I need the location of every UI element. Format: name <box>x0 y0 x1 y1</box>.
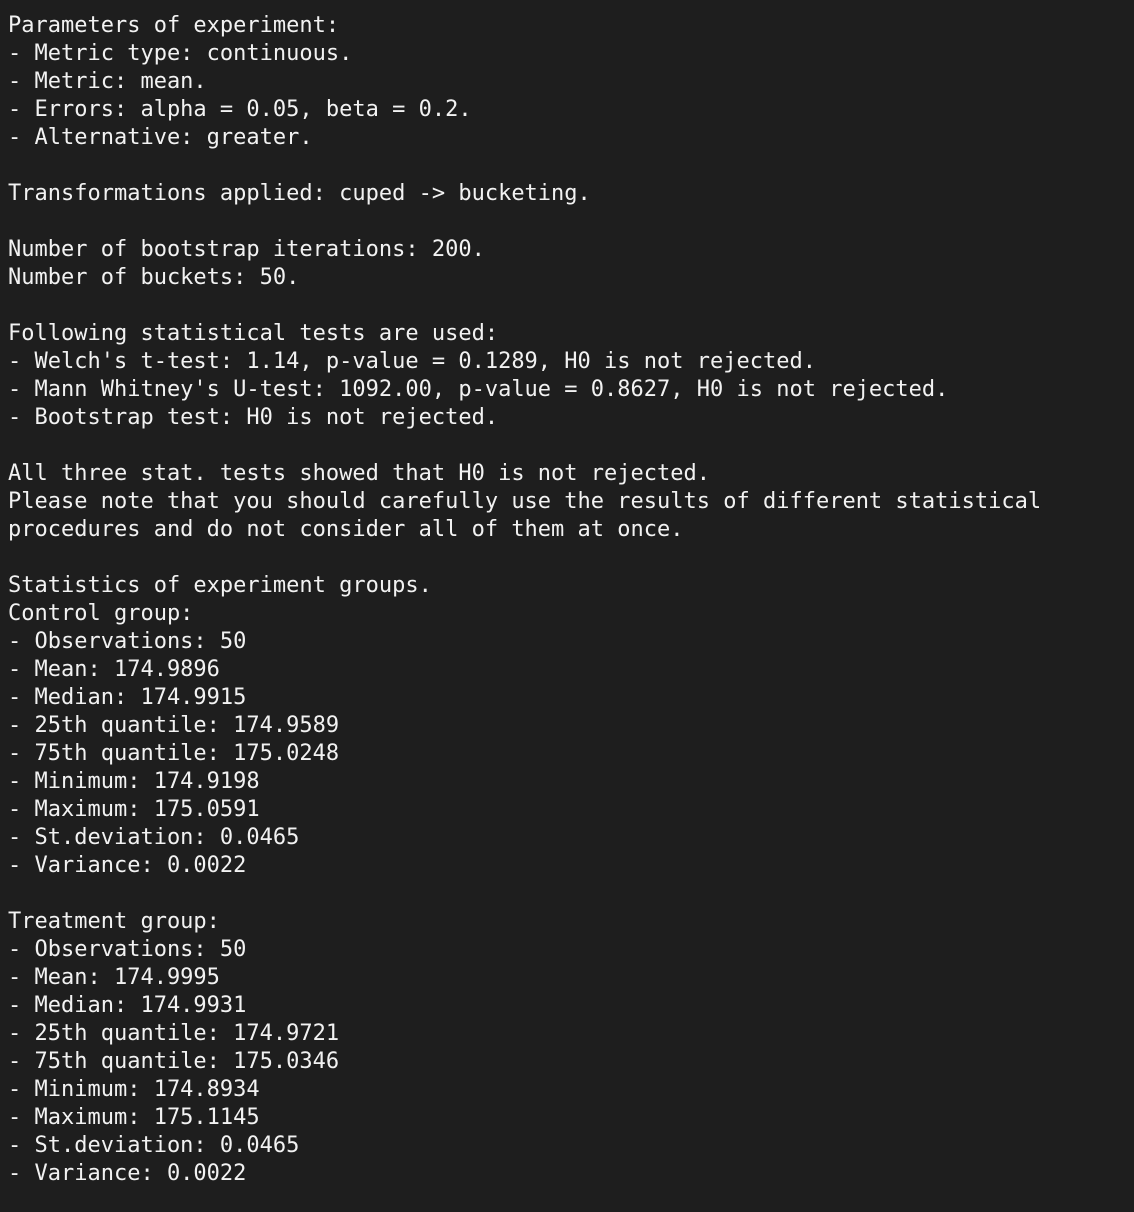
terminal-line: - Minimum: 174.8934 <box>8 1077 260 1102</box>
terminal-line: - Minimum: 174.9198 <box>8 769 260 794</box>
terminal-line: - Mean: 174.9995 <box>8 965 220 990</box>
terminal-line: Number of buckets: 50. <box>8 265 300 290</box>
terminal-line: - St.deviation: 0.0465 <box>8 1133 300 1158</box>
terminal-line: - Variance: 0.0022 <box>8 1161 247 1186</box>
terminal-line <box>8 880 1134 908</box>
terminal-line <box>8 152 1134 180</box>
terminal-line: - 75th quantile: 175.0346 <box>8 1049 340 1074</box>
terminal-line: - Median: 174.9931 <box>8 993 247 1018</box>
terminal-line: All three stat. tests showed that H0 is not rejected. <box>8 461 710 486</box>
terminal-line: - 25th quantile: 174.9589 <box>8 713 340 738</box>
terminal-line: - Welch's t-test: 1.14, p-value = 0.1289, H0 is not rejected. <box>8 349 816 374</box>
terminal-line: Number of bootstrap iterations: 200. <box>8 237 485 262</box>
terminal-line: procedures and do not consider all of them at once. <box>8 517 684 542</box>
terminal-line <box>8 292 1134 320</box>
terminal-line <box>8 208 1134 236</box>
terminal-line <box>8 544 1134 572</box>
terminal-line: - Observations: 50 <box>8 629 247 654</box>
terminal-line: - Bootstrap test: H0 is not rejected. <box>8 405 499 430</box>
terminal-line: - Mann Whitney's U-test: 1092.00, p-value = 0.8627, H0 is not rejected. <box>8 377 949 402</box>
terminal-line: - Alternative: greater. <box>8 125 313 150</box>
terminal-line: Control group: <box>8 601 194 626</box>
terminal-line: Parameters of experiment: <box>8 13 340 38</box>
terminal-line: Transformations applied: cuped -> bucketing. <box>8 181 591 206</box>
terminal-line: - Maximum: 175.0591 <box>8 797 260 822</box>
terminal-line: - St.deviation: 0.0465 <box>8 825 300 850</box>
terminal-line: - Mean: 174.9896 <box>8 657 220 682</box>
terminal-line: - 25th quantile: 174.9721 <box>8 1021 340 1046</box>
terminal-line: - Median: 174.9915 <box>8 685 247 710</box>
terminal-line: Please note that you should carefully use the results of different statistical <box>8 489 1042 514</box>
terminal-line: - Errors: alpha = 0.05, beta = 0.2. <box>8 97 472 122</box>
terminal-line: Treatment group: <box>8 909 220 934</box>
terminal-line: - Metric: mean. <box>8 69 207 94</box>
terminal-line: Following statistical tests are used: <box>8 321 499 346</box>
terminal-line: - 75th quantile: 175.0248 <box>8 741 340 766</box>
terminal-line: Statistics of experiment groups. <box>8 573 432 598</box>
terminal-line: - Variance: 0.0022 <box>8 853 247 878</box>
terminal-line: - Observations: 50 <box>8 937 247 962</box>
terminal-line: - Maximum: 175.1145 <box>8 1105 260 1130</box>
terminal-line <box>8 432 1134 460</box>
terminal-line: - Metric type: continuous. <box>8 41 353 66</box>
